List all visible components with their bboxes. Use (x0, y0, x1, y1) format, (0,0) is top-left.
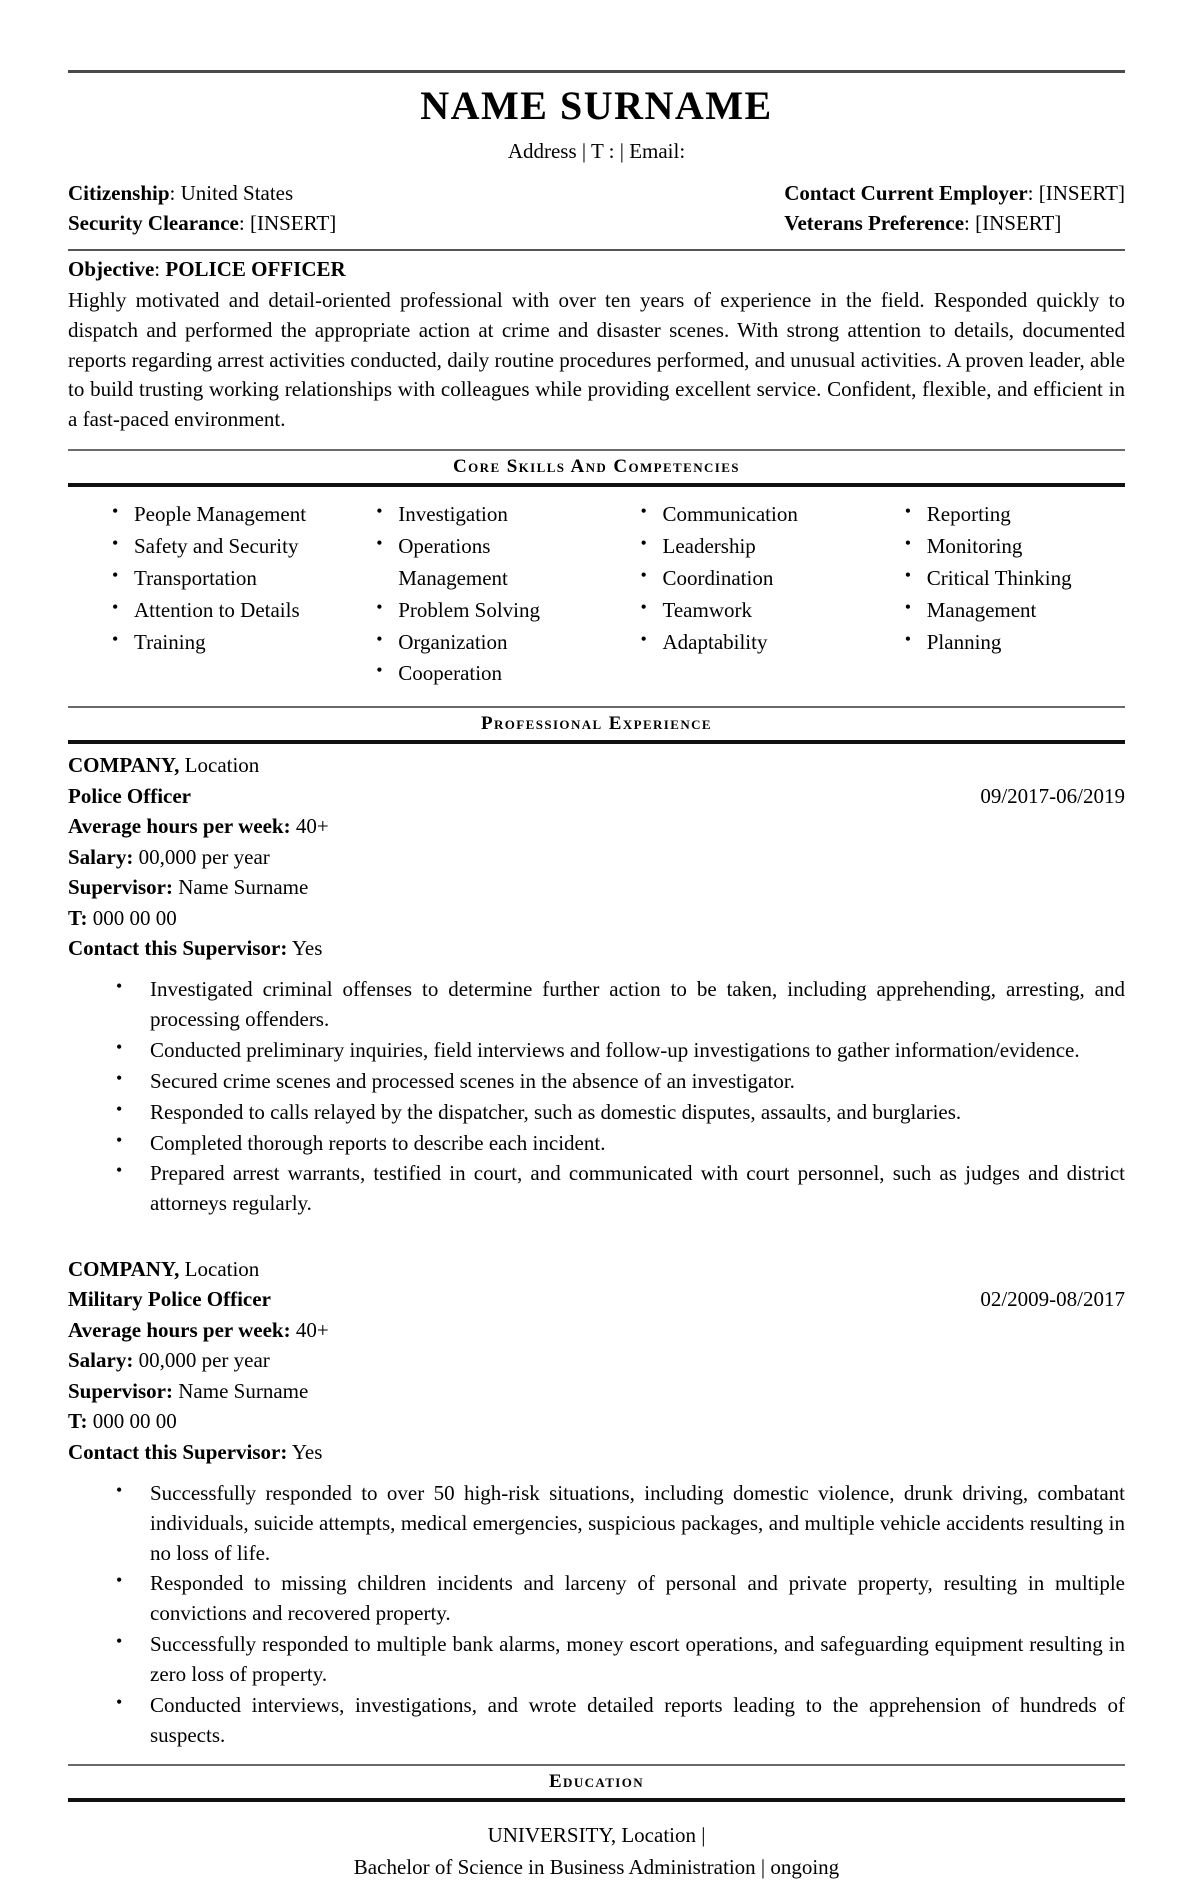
list-item: • People Management (112, 499, 332, 531)
job-phone-label: T: (68, 905, 88, 930)
education-university: UNIVERSITY, Location | (487, 1823, 706, 1848)
experience-entry-1 (68, 750, 1125, 1219)
info-row-contact-current-employer (784, 178, 1125, 208)
contact-current-employer-label: Contact Current Employer (784, 181, 1028, 205)
list-item: • Investigation (376, 499, 596, 531)
job-supervisor-label: Supervisor: (68, 1378, 173, 1403)
list-item: • Safety and Security (112, 531, 332, 563)
job-company-line (68, 1254, 1125, 1284)
header-info-left (68, 178, 336, 239)
list-item: • Organization (376, 627, 596, 659)
job-contact-supervisor-value: Yes (287, 1439, 323, 1464)
info-row-veterans-preference (784, 208, 1125, 238)
list-item: • Conducted preliminary inquiries, field interviews and follow-up investigations to gather information/evidence. (112, 1036, 1125, 1066)
job-company-line (68, 750, 1125, 780)
education-section-title: Education (548, 1771, 645, 1793)
job-contact-supervisor-row (68, 933, 1125, 963)
job-hours-row (68, 1315, 1125, 1345)
job-supervisor-value: Name Surname (173, 1378, 309, 1403)
job-contact-supervisor-row (68, 1437, 1125, 1467)
job-supervisor-label: Supervisor: (68, 875, 173, 900)
job-phone-row (68, 903, 1125, 933)
objective-heading (68, 257, 1125, 282)
contact-current-employer-value: [INSERT] (1038, 181, 1125, 205)
job-supervisor-row (68, 872, 1125, 902)
job-title-row (68, 1284, 1125, 1314)
education-degree: Bachelor of Science in Business Administration | ongoing (353, 1854, 840, 1879)
contact-line: Address | T : | Email: (507, 139, 686, 163)
header-info-grid (68, 178, 1125, 239)
list-item: • Management (905, 595, 1125, 627)
citizenship-value: United States (180, 181, 294, 205)
experience-band-line-bottom (68, 740, 1125, 744)
list-item: • Planning (905, 627, 1125, 659)
citizenship-sep: : (169, 181, 181, 205)
skills-band-line-bottom (68, 483, 1125, 487)
job-company-name: COMPANY, (68, 1256, 180, 1281)
veterans-preference-sep: : (964, 211, 976, 236)
job-company-location: Location (179, 1256, 260, 1281)
contact-current-employer-sep: : (1027, 181, 1039, 205)
job-phone-label: T: (68, 1409, 88, 1434)
job-salary-value: 00,000 per year (133, 1348, 270, 1373)
skills-column-3 (597, 499, 861, 690)
objective-summary: Highly motivated and detail-oriented professional with over ten years of experience in the field. Responded quickly to dispatch and performed the appropriate action at crime and disaster scenes. With strong attention to details, documented reports regarding arrest activities conducted, daily routine procedures performed, and unusual activities. A proven leader, able to build trusting working relationships with colleagues while providing excellent service. Confident, flexible, and efficient in a fast-paced environment. (68, 287, 1125, 432)
education-section-band (68, 1764, 1125, 1802)
job-contact-supervisor-label: Contact this Supervisor: (68, 936, 288, 960)
education-band-line-bottom (68, 1798, 1125, 1802)
list-item: • Transportation (112, 563, 332, 595)
skills-column-2 (332, 499, 596, 690)
job-duties-list (68, 975, 1125, 1219)
job-dates: 02/2009-08/2017 (980, 1287, 1125, 1312)
job-hours-value: 40+ (290, 1317, 329, 1342)
veterans-preference-label: Veterans Preference (784, 211, 965, 236)
experience-spacer (68, 1220, 1125, 1250)
job-phone-row (68, 1406, 1125, 1436)
header-info-right (784, 178, 1125, 239)
security-clearance-value: [INSERT] (249, 211, 337, 236)
job-title-row (68, 781, 1125, 811)
job-title: Police Officer (68, 783, 192, 808)
list-item: • Prepared arrest warrants, testified in court, and communicated with court personnel, such as judges and district attorneys regularly. (112, 1159, 1125, 1219)
top-rule (68, 70, 1125, 73)
job-phone-value: 000 00 00 (87, 1409, 177, 1434)
skills-column-4 (861, 499, 1125, 690)
list-item: • Monitoring (905, 531, 1125, 563)
list-item: • Secured crime scenes and processed scenes in the absence of an investigator. (112, 1067, 1125, 1097)
list-item: • Attention to Details (112, 595, 332, 627)
page-title: NAME SURNAME (420, 83, 773, 128)
job-salary-value: 00,000 per year (133, 844, 270, 869)
experience-section-title: Professional Experience (481, 713, 712, 735)
list-item: • Critical Thinking (905, 563, 1125, 595)
list-item: • Operations Management (376, 531, 596, 595)
job-supervisor-value: Name Surname (173, 875, 309, 900)
list-item: • Conducted interviews, investigations, and wrote detailed reports leading to the apprehension of hundreds of suspects. (112, 1691, 1125, 1751)
job-company-location: Location (179, 753, 260, 778)
security-clearance-label: Security Clearance (68, 211, 239, 236)
job-salary-label: Salary: (68, 1348, 134, 1373)
skills-section-band (68, 449, 1125, 487)
job-salary-label: Salary: (68, 844, 134, 869)
skills-grid (68, 493, 1125, 692)
list-item: • Successfully responded to over 50 high-risk situations, including domestic violence, drunk driving, combatant individuals, suicide attempts, medical emergencies, suspicious packages, and multiple vehicle accidents resulting in no loss of life. (112, 1479, 1125, 1568)
job-duties-list (68, 1479, 1125, 1750)
job-hours-label: Average hours per week: (68, 814, 291, 839)
info-row-security-clearance (68, 208, 336, 238)
list-item: • Successfully responded to multiple bank alarms, money escort operations, and safeguarding equipment resulting in zero loss of property. (112, 1630, 1125, 1690)
list-item: • Leadership (641, 531, 861, 563)
list-item: • Investigated criminal offenses to determine further action to be taken, including apprehending, arresting, and processing offenders. (112, 975, 1125, 1035)
job-hours-row (68, 811, 1125, 841)
job-salary-row (68, 842, 1125, 872)
job-dates: 09/2017-06/2019 (980, 783, 1125, 808)
job-contact-supervisor-value: Yes (287, 936, 323, 960)
job-title: Military Police Officer (68, 1287, 271, 1312)
list-item: • Responded to calls relayed by the dispatcher, such as domestic disputes, assaults, and burglaries. (112, 1098, 1125, 1128)
list-item: • Communication (641, 499, 861, 531)
citizenship-label: Citizenship (68, 181, 170, 205)
job-hours-label: Average hours per week: (68, 1317, 291, 1342)
education-body (68, 1808, 1125, 1883)
job-salary-row (68, 1345, 1125, 1375)
list-item: • Responded to missing children incidents and larceny of personal and private property, resulting in multiple convictions and recovered property. (112, 1569, 1125, 1629)
job-company-name: COMPANY, (68, 753, 180, 778)
skills-column-1 (68, 499, 332, 690)
job-supervisor-row (68, 1376, 1125, 1406)
job-phone-value: 000 00 00 (87, 905, 177, 930)
list-item: • Reporting (905, 499, 1125, 531)
list-item: • Problem Solving (376, 595, 596, 627)
security-clearance-sep: : (238, 211, 250, 236)
list-item: • Coordination (641, 563, 861, 595)
objective-label: Objective (68, 256, 155, 281)
skills-section-title: Core Skills And Competencies (453, 455, 740, 477)
list-item: • Completed thorough reports to describe each incident. (112, 1129, 1125, 1159)
list-item: • Teamwork (641, 595, 861, 627)
objective-role: POLICE OFFICER (165, 256, 346, 281)
job-contact-supervisor-label: Contact this Supervisor: (68, 1439, 288, 1464)
experience-section-band (68, 706, 1125, 744)
objective-sep: : (154, 256, 166, 281)
experience-entry-2 (68, 1254, 1125, 1750)
list-item: • Training (112, 627, 332, 659)
info-row-citizenship (68, 178, 336, 208)
list-item: • Adaptability (641, 627, 861, 659)
job-hours-value: 40+ (290, 814, 329, 839)
objective-divider (68, 249, 1125, 251)
veterans-preference-value: [INSERT] (975, 211, 1062, 236)
list-item: • Cooperation (376, 658, 596, 690)
